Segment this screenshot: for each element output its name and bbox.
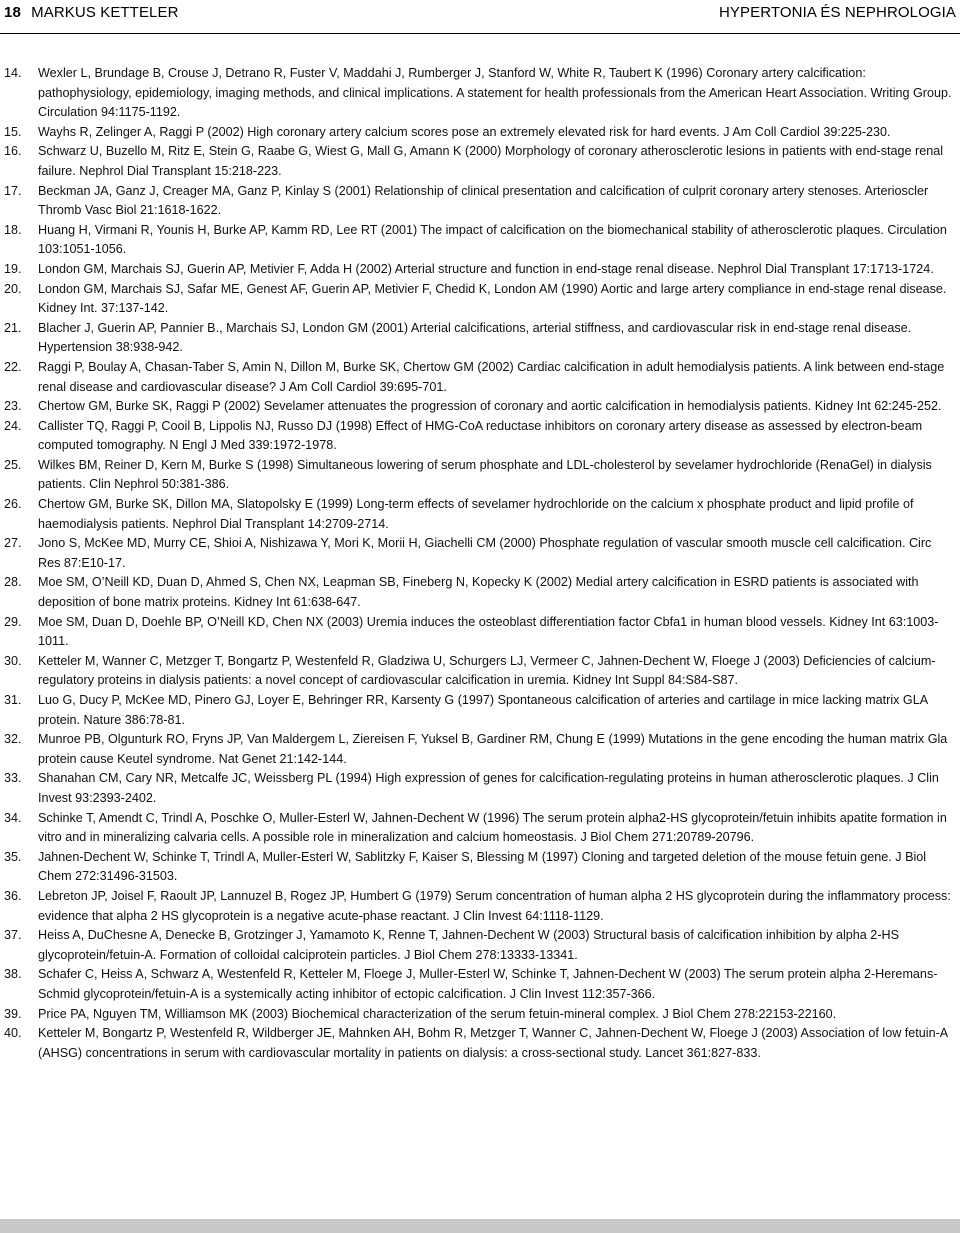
reference-item <box>0 64 960 123</box>
reference-item <box>0 691 960 730</box>
reference-text: Ketteler M, Bongartz P, Westenfeld R, Wildberger JE, Mahnken AH, Bohm R, Metzger T, Wanner C, Jahnen-Dechent W, Floege J (2003) Association of low fetuin-A (AHSG) concentrations in serum with cardiovascular mortality in patients on dialysis: a cross-sectional study. Lancet 361:827-833. <box>38 1026 948 1060</box>
reference-item <box>0 1024 960 1063</box>
reference-item <box>0 397 960 417</box>
reference-text: Luo G, Ducy P, McKee MD, Pinero GJ, Loyer E, Behringer RR, Karsenty G (1997) Spontaneous calcification of arteries and cartilage in mice lacking matrix GLA protein. Nature 386:78-81. <box>38 693 928 727</box>
reference-text: Callister TQ, Raggi P, Cooil B, Lippolis NJ, Russo DJ (1998) Effect of HMG-CoA reductase inhibitors on coronary artery disease as assessed by electron-beam computed tomography. N Engl J Med 339:1972-1978. <box>38 418 923 453</box>
reference-text: Chertow GM, Burke SK, Dillon MA, Slatopolsky E (1999) Long-term effects of sevelamer hydrochloride on the calcium x phosphate product and lipid profile of haemodialysis patients. Nephrol Dial Transplant 14:2709-2714. <box>38 497 914 531</box>
reference-item <box>0 809 960 848</box>
reference-text: Moe SM, O’Neill KD, Duan D, Ahmed S, Chen NX, Leapman SB, Fineberg N, Kopecky K (2002) Medial artery calcification in ESRD patients is associated with deposition of bone matrix proteins. Kidney Int 61:638-647. <box>38 575 919 610</box>
reference-item <box>0 221 960 260</box>
reference-number: 32. <box>4 732 22 747</box>
reference-item <box>0 613 960 652</box>
reference-item <box>0 142 960 181</box>
reference-number: 29. <box>4 614 22 629</box>
reference-number: 36. <box>4 888 22 903</box>
reference-number: 15. <box>4 124 22 139</box>
journal-title: HYPERTONIA ÉS NEPHROLOGIA <box>718 4 956 21</box>
reference-number: 37. <box>4 928 22 943</box>
header-rule <box>0 33 960 34</box>
reference-number: 16. <box>4 144 22 159</box>
reference-item <box>0 280 960 319</box>
reference-number: 24. <box>4 418 22 433</box>
running-head-left <box>4 4 179 21</box>
reference-item <box>0 182 960 221</box>
reference-item <box>0 965 960 1004</box>
reference-number: 23. <box>4 399 22 414</box>
reference-item <box>0 260 960 280</box>
reference-text: Raggi P, Boulay A, Chasan-Taber S, Amin N, Dillon M, Burke SK, Chertow GM (2002) Cardiac calcification in adult hemodialysis patients. A link between end-stage renal disease and cardiovascular disease? J Am Coll Cardiol 39:695-701. <box>38 359 945 394</box>
author-name: MARKUS KETTELER <box>31 4 179 21</box>
reference-text: Beckman JA, Ganz J, Creager MA, Ganz P, Kinlay S (2001) Relationship of clinical presentation and calcification of culprit coronary artery stenoses. Arterioscler Thromb Vasc Biol 21:1618-1622. <box>38 183 929 218</box>
reference-text: Huang H, Virmani R, Younis H, Burke AP, Kamm RD, Lee RT (2001) The impact of calcification on the biomechanical stability of atherosclerotic plaques. Circulation 103:1051-1056. <box>38 222 947 257</box>
reference-number: 21. <box>4 320 22 335</box>
reference-item <box>0 456 960 495</box>
page-number: 18 <box>4 4 21 21</box>
reference-text: Jono S, McKee MD, Murry CE, Shioi A, Nishizawa Y, Mori K, Morii H, Giachelli CM (2000) Phosphate regulation of vascular smooth muscle cell calcification. Circ Res 87:E10-17. <box>38 536 932 570</box>
reference-number: 33. <box>4 771 22 786</box>
reference-number: 18. <box>4 222 22 237</box>
reference-number: 34. <box>4 810 22 825</box>
reference-number: 22. <box>4 359 22 374</box>
reference-text: Shanahan CM, Cary NR, Metcalfe JC, Weissberg PL (1994) High expression of genes for calcification-regulating proteins in human atherosclerotic plaques. J Clin Invest 93:2393-2402. <box>38 771 939 805</box>
reference-text: Munroe PB, Olgunturk RO, Fryns JP, Van Maldergem L, Ziereisen F, Yuksel B, Gardiner RM, Chung E (1999) Mutations in the gene encoding the human matrix Gla protein cause Keutel syndrome. Nat Genet 21:142-144. <box>38 732 948 766</box>
reference-number: 19. <box>4 261 22 276</box>
reference-text: Wexler L, Brundage B, Crouse J, Detrano R, Fuster V, Maddahi J, Rumberger J, Stanford W, White R, Taubert K (1996) Coronary artery calcification: pathophysiology, epidemiology, imaging methods, and clinical implications. A statement for health professionals from the American Heart Association. Writing Group. Circulation 94:1175-1192. <box>38 66 952 120</box>
reference-item <box>0 534 960 573</box>
reference-item <box>0 652 960 691</box>
reference-number: 20. <box>4 281 22 296</box>
reference-text: Lebreton JP, Joisel F, Raoult JP, Lannuzel B, Rogez JP, Humbert G (1979) Serum concentration of human alpha 2 HS glycoprotein during the inflammatory process: evidence that alpha 2 HS glycoprotein is a negative acute-phase reactant. J Clin Invest 64:1118-1129. <box>38 888 951 923</box>
reference-item <box>0 123 960 143</box>
reference-item <box>0 573 960 612</box>
reference-text: Moe SM, Duan D, Doehle BP, O’Neill KD, Chen NX (2003) Uremia induces the osteoblast differentiation factor Cbfa1 in human blood vessels. Kidney Int 63:1003-1011. <box>38 614 939 649</box>
reference-item <box>0 887 960 926</box>
reference-item <box>0 319 960 358</box>
reference-list <box>0 64 960 1063</box>
reference-text: London GM, Marchais SJ, Safar ME, Genest AF, Guerin AP, Metivier F, Chedid K, London AM (1990) Aortic and large artery compliance in end-stage renal disease. Kidney Int. 37:137-142. <box>38 281 947 316</box>
running-head <box>4 4 956 24</box>
reference-number: 30. <box>4 653 22 668</box>
reference-text: Ketteler M, Wanner C, Metzger T, Bongartz P, Westenfeld R, Gladziwa U, Schurgers LJ, Vermeer C, Jahnen-Dechent W, Floege J (2003) Deficiencies of calcium-regulatory proteins in dialysis patients: a novel concept of cardiovascular calcification in uremia. Kidney Int Suppl 84:S84-S87. <box>38 653 936 688</box>
reference-item <box>0 417 960 456</box>
reference-number: 25. <box>4 457 22 472</box>
reference-text: Schafer C, Heiss A, Schwarz A, Westenfeld R, Ketteler M, Floege J, Muller-Esterl W, Schinke T, Jahnen-Dechent W (2003) The serum protein alpha 2-Heremans-Schmid glycoprotein/fetuin-A is a systemically acting inhibitor of ectopic calcification. J Clin Invest 112:357-366. <box>38 967 938 1001</box>
reference-number: 27. <box>4 536 22 551</box>
reference-number: 38. <box>4 967 22 982</box>
reference-item <box>0 848 960 887</box>
reference-text: Jahnen-Dechent W, Schinke T, Trindl A, Muller-Esterl W, Sablitzky F, Kaiser S, Blessing M (1997) Cloning and targeted deletion of the mouse fetuin gene. J Biol Chem 272:31496-31503. <box>38 849 927 884</box>
reference-item <box>0 926 960 965</box>
reference-text: Schinke T, Amendt C, Trindl A, Poschke O, Muller-Esterl W, Jahnen-Dechent W (1996) The serum protein alpha2-HS glycoprotein/fetuin inhibits apatite formation in vitro and in mineralizing calvaria cells. A possible role in mineralization and calcium homeostasis. J Biol Chem 271:20789-20796. <box>38 810 947 845</box>
reference-text: London GM, Marchais SJ, Guerin AP, Metivier F, Adda H (2002) Arterial structure and function in end-stage renal disease. Nephrol Dial Transplant 17:1713-1724. <box>38 261 934 276</box>
reference-text: Wayhs R, Zelinger A, Raggi P (2002) High coronary artery calcium scores pose an extremely elevated risk for hard events. J Am Coll Cardiol 39:225-230. <box>38 124 891 139</box>
reference-number: 17. <box>4 183 22 198</box>
reference-number: 39. <box>4 1006 22 1021</box>
reference-text: Price PA, Nguyen TM, Williamson MK (2003) Biochemical characterization of the serum fetuin-mineral complex. J Biol Chem 278:22153-22160. <box>38 1006 837 1021</box>
reference-item <box>0 495 960 534</box>
reference-text: Wilkes BM, Reiner D, Kern M, Burke S (1998) Simultaneous lowering of serum phosphate and LDL-cholesterol by sevelamer hydrochloride (RenaGel) in dialysis patients. Clin Nephrol 50:381-386. <box>38 457 932 492</box>
reference-item <box>0 1005 960 1025</box>
reference-item <box>0 358 960 397</box>
reference-number: 31. <box>4 693 22 707</box>
footer-bar <box>0 1219 960 1233</box>
reference-item <box>0 769 960 808</box>
reference-number: 26. <box>4 497 22 512</box>
reference-text: Schwarz U, Buzello M, Ritz E, Stein G, Raabe G, Wiest G, Mall G, Amann K (2000) Morphology of coronary atherosclerotic lesions in patients with end-stage renal failure. Nephrol Dial Transplant 15:218-223. <box>38 144 944 178</box>
reference-number: 35. <box>4 849 22 864</box>
reference-text: Blacher J, Guerin AP, Pannier B., Marchais SJ, London GM (2001) Arterial calcifications, arterial stiffness, and cardiovascular risk in end-stage renal disease. Hypertension 38:938-942. <box>38 320 912 355</box>
reference-number: 14. <box>4 66 22 80</box>
reference-text: Heiss A, DuChesne A, Denecke B, Grotzinger J, Yamamoto K, Renne T, Jahnen-Dechent W (2003) Structural basis of calcification inhibition by alpha 2-HS glycoprotein/fetuin-A. Formation of colloidal calciprotein particles. J Biol Chem 278:13333-13341. <box>38 928 900 962</box>
reference-text: Chertow GM, Burke SK, Raggi P (2002) Sevelamer attenuates the progression of coronary and aortic calcification in hemodialysis patients. Kidney Int 62:245-252. <box>38 399 942 414</box>
reference-number: 40. <box>4 1026 22 1041</box>
reference-number: 28. <box>4 575 22 590</box>
reference-item <box>0 730 960 769</box>
